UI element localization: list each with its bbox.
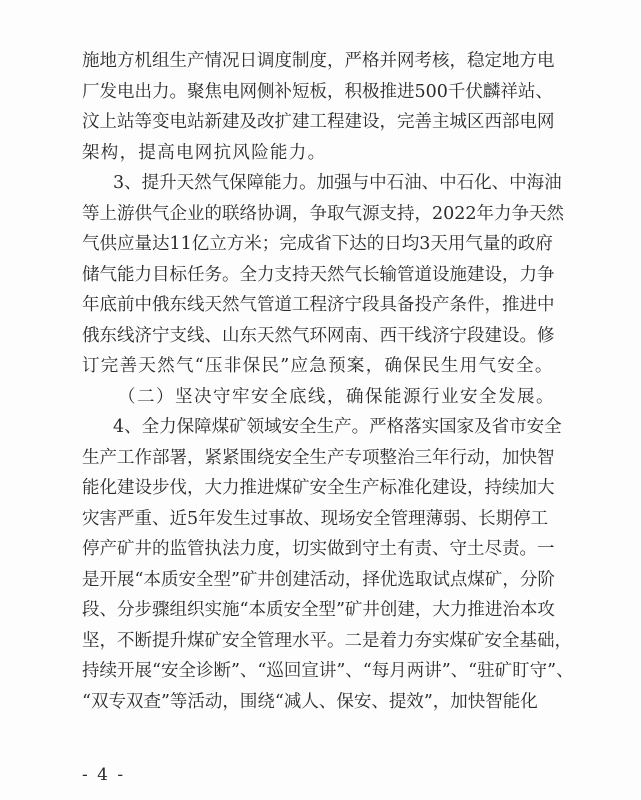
body-text <box>82 46 574 717</box>
text-line: 持续开展“安全诊断”、“巡回宣讲”、“每月两讲”、“驻矿盯守”、 <box>82 661 574 681</box>
text-line: “双专双查”等活动，围绕“减人、保安、提效”，加快智能化 <box>82 691 538 712</box>
text-line: 汶上站等变电站新建及改扩建工程建设，完善主城区西部电网 <box>82 112 555 132</box>
text-line: 气供应量达11亿立方米；完成省下达的日均3天用气量的政府 <box>82 234 553 254</box>
text-line: 厂发电出力。聚焦电网侧补短板，积极推进500千伏麟祥站、 <box>82 81 553 102</box>
text-line: 等上游供气企业的联络协调，争取气源支持，2022年力争天然 <box>82 203 565 224</box>
section-heading: （二）坚决守牢安全底线，确保能源行业安全发展。 <box>118 386 555 407</box>
text-line: 坚，不断提升煤矿安全管理水平。二是着力夯实煤矿安全基础， <box>82 630 572 651</box>
text-line: 俄东线济宁支线、山东天然气环网南、西干线济宁段建设。修 <box>82 325 555 346</box>
text-line: 4、全力保障煤矿领域安全生产。严格落实国家及省市安全 <box>113 417 562 437</box>
text-line: 灾害严重、近5年发生过事故、现场安全管理薄弱、长期停工 <box>82 508 549 529</box>
text-line: 停产矿井的监管执法力度，切实做到守土有责、守土尽责。一 <box>82 539 555 559</box>
text-line: 能化建设步伐，大力推进煤矿安全生产标准化建设，持续加大 <box>82 478 555 498</box>
text-line: 3、提升天然气保障能力。加强与中石油、中石化、中海油 <box>113 173 562 193</box>
text-line: 储气能力目标任务。全力支持天然气长输管道设施建设，力争 <box>82 264 555 285</box>
text-line: 生产工作部署，紧紧围绕安全生产专项整治三年行动，加快智 <box>82 447 555 468</box>
text-line: 施地方机组生产情况日调度制度，严格并网考核，稳定地方电 <box>82 51 555 71</box>
text-line: 架构，提高电网抗风险能力。 <box>82 142 327 163</box>
text-line: 段、分步骤组织实施“本质安全型”矿井创建，大力推进治本攻 <box>82 600 555 620</box>
text-line: 是开展“本质安全型”矿井创建活动，择优选取试点煤矿，分阶 <box>82 569 555 590</box>
page-number: - 4 - <box>82 765 126 785</box>
text-line: 年底前中俄东线天然气管道工程济宁段具备投产条件，推进中 <box>82 295 555 315</box>
text-line: 订完善天然气“压非保民”应急预案，确保民生用气安全。 <box>82 356 554 376</box>
